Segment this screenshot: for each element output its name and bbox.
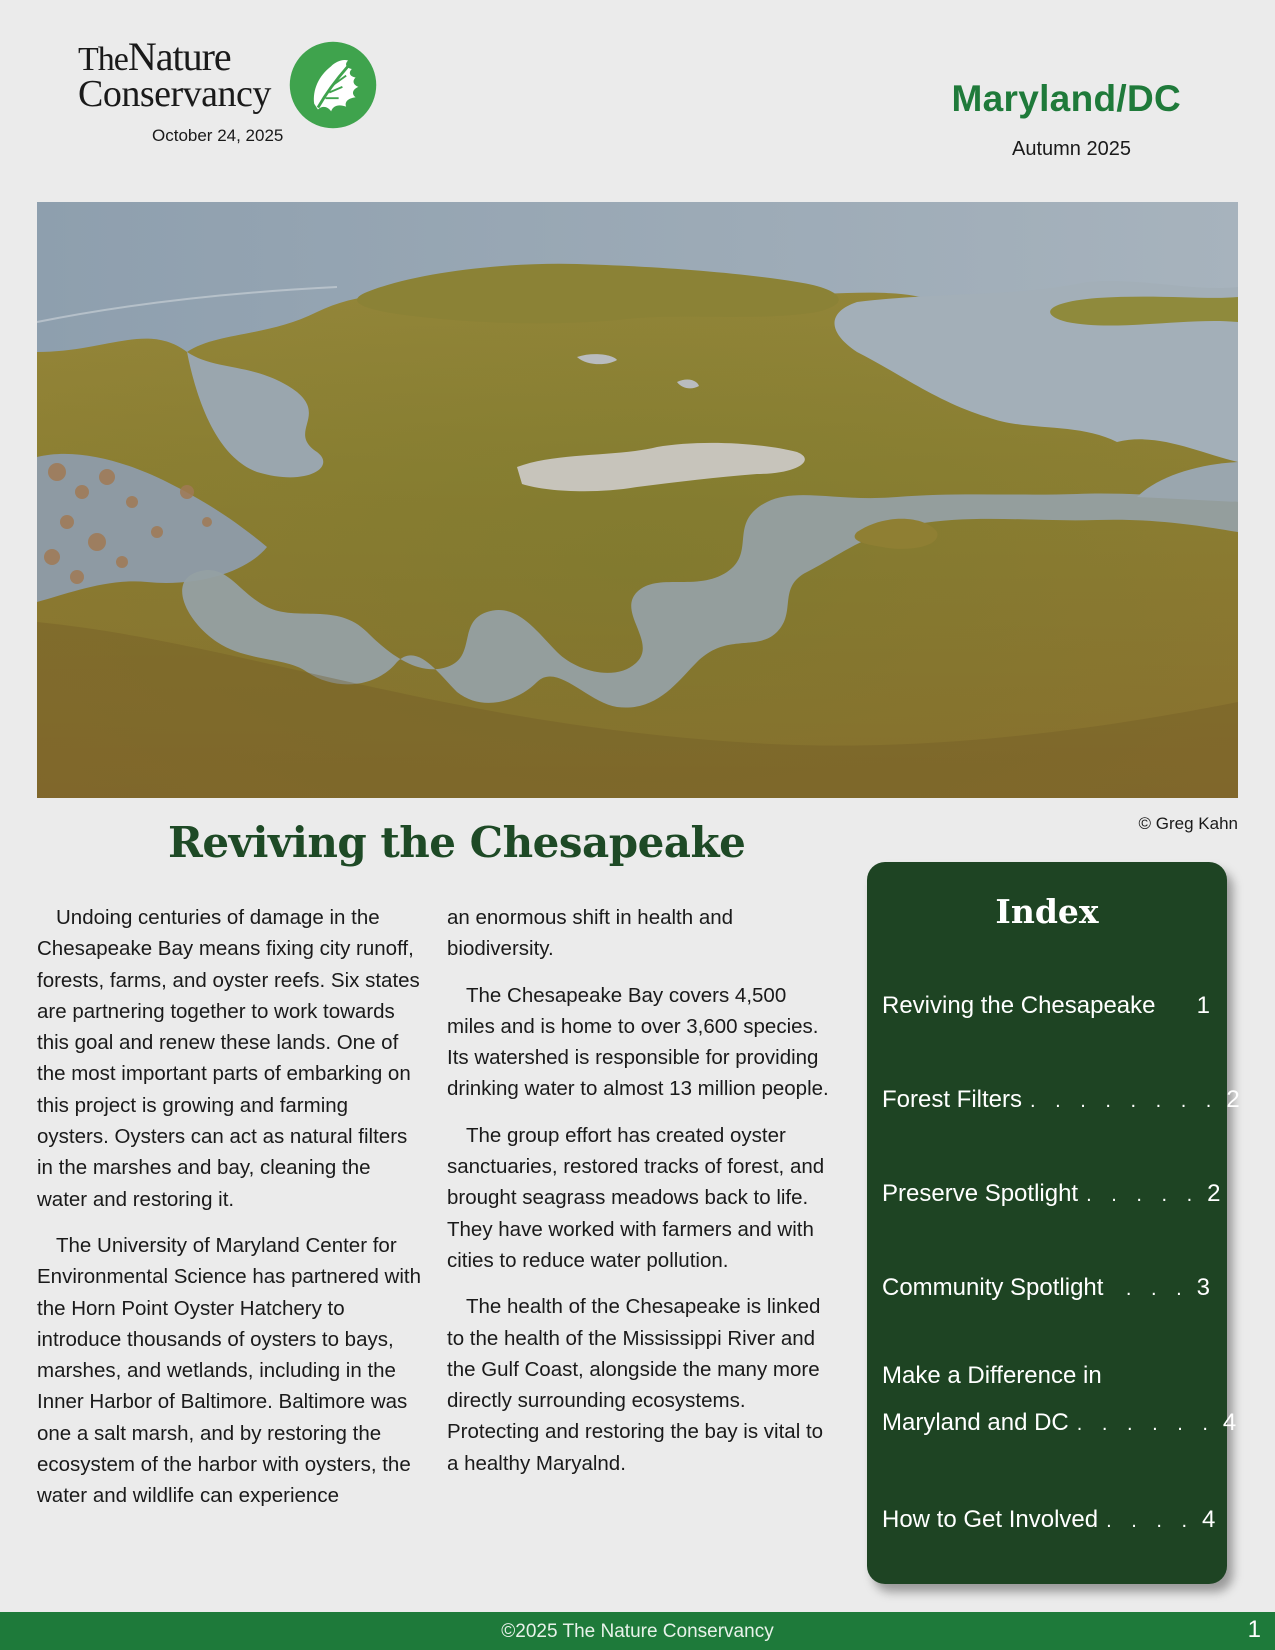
index-item-forest-filters[interactable]	[882, 1086, 1240, 1114]
index-leader: . . . . .	[1086, 1184, 1200, 1206]
article-column-1	[37, 902, 423, 1527]
index-item-community-spotlight[interactable]	[882, 1274, 1210, 1302]
index-item-page: 2	[1207, 1180, 1221, 1207]
index-item-reviving-the-chesapeake[interactable]	[882, 992, 1210, 1020]
index-item-label-line2: Maryland and DC	[882, 1409, 1069, 1436]
paragraph-continued: an enormous shift in health and biodiversity.	[447, 906, 734, 961]
index-item-how-to-get-involved[interactable]	[882, 1506, 1216, 1534]
paragraph: The health of the Chesapeake is linked to the health of the Mississippi River and the Gulf Coast, alongside the many more directly surrounding ecosystems. Protecting and restoring the bay is vital to a healthy Maryalnd.	[447, 1295, 824, 1475]
logo-the: The	[78, 41, 128, 78]
logo-wordmark	[78, 34, 271, 115]
article-title: Reviving the Chesapeake	[168, 818, 746, 867]
hero-photo	[37, 202, 1238, 798]
logo-conservancy: Conservancy	[78, 73, 271, 115]
index-item-label: Make a Difference in	[882, 1362, 1102, 1389]
logo	[78, 34, 388, 145]
index-item-label: How to Get Involved	[882, 1506, 1099, 1533]
index-item-label: Preserve Spotlight	[882, 1180, 1079, 1207]
index-item-page: 4	[1202, 1506, 1216, 1533]
index-item-page: 1	[1196, 992, 1210, 1019]
index-item-label: Forest Filters	[882, 1086, 1023, 1113]
paragraph: The group effort has created oyster sanctuaries, restored tracks of forest, and brought seagrass meadows back to life. They have worked with farmers and with cities to reduce water pollution.	[447, 1123, 825, 1272]
index-leader: . . . . . .	[1076, 1413, 1215, 1435]
paragraph: The Chesapeake Bay covers 4,500 miles and is home to over 3,600 species. Its watershed is responsible for providing drinking water to almost 13 million people.	[447, 983, 829, 1101]
page-number: 1	[1247, 1616, 1261, 1643]
photo-credit: © Greg Kahn	[1138, 814, 1238, 833]
index-item-page: 2	[1226, 1086, 1240, 1113]
index-leader: . . . .	[1106, 1510, 1195, 1532]
index-item-preserve-spotlight[interactable]	[882, 1180, 1221, 1208]
footer-bar	[0, 1612, 1275, 1650]
index-item-make-a-difference[interactable]	[882, 1352, 1237, 1448]
issue-date: October 24, 2025	[152, 126, 284, 145]
region-title: Maryland/DC	[951, 78, 1181, 119]
index-title: Index	[995, 892, 1099, 931]
index-item-label: Community Spotlight	[882, 1274, 1104, 1301]
article-column-2	[447, 902, 829, 1494]
marsh-aerial-illustration	[37, 202, 1238, 798]
season-label: Autumn 2025	[1012, 138, 1131, 160]
footer-copyright: ©2025 The Nature Conservancy	[501, 1621, 774, 1642]
oak-leaf-icon	[286, 38, 380, 132]
index-leader: . . . . . . . .	[1030, 1090, 1219, 1112]
logo-nature: Nature	[127, 34, 231, 79]
paragraph: The University of Maryland Center for Environmental Science has partnered with the Horn Point Oyster Hatchery to introduce thousands of oysters to bays, marshes, and wetlands, including in the Inner Harbor of Baltimore. Baltimore was one a salt marsh, and by restoring the ecosystem of the harbor with oysters, the water and wildlife can experience	[37, 1233, 422, 1508]
index-item-label: Reviving the Chesapeake	[882, 992, 1156, 1019]
paragraph: Undoing centuries of damage in the Chesapeake Bay means fixing city runoff, forests, farms, and oyster reefs. Six states are partnering together to work towards this goal and renew these lands. One of the most important parts of embarking on this project is growing and farming oysters. Oysters can act as natural filters in the marshes and bay, cleaning the water and restoring it.	[37, 906, 420, 1211]
index-panel	[867, 862, 1240, 1584]
index-item-page: 3	[1196, 1274, 1210, 1301]
index-leader: . . .	[1125, 1278, 1189, 1300]
index-item-page: 4	[1222, 1409, 1237, 1436]
